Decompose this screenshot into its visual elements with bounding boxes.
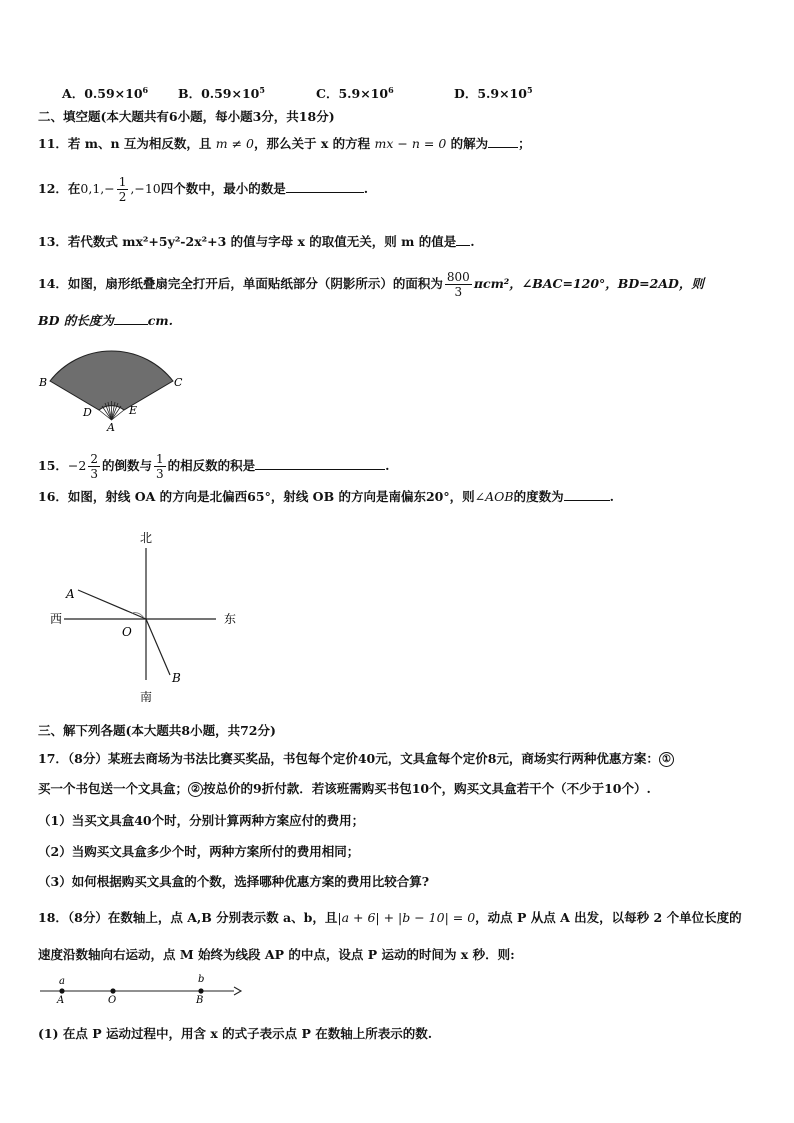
question-17-line2: 买一个书包送一个文具盒； ② 按总价的9折付款．若该班需购买书包10个，购买文具盒若干个（不少于10个）. (38, 781, 651, 796)
question-14-line2: BD 的长度为 cm. (38, 313, 173, 328)
number-line-figure (36, 970, 246, 1004)
question-15: 15．−2 $\frac{2}{3}$ 的倒数与 $\frac{1}{3}$ 的相反数的积是 . (38, 452, 390, 481)
label-a-upper: A (57, 995, 65, 1006)
north-label: 北 (140, 531, 153, 545)
east-label: 东 (224, 612, 237, 626)
compass-figure (40, 528, 250, 704)
answer-blank[interactable] (255, 457, 385, 470)
question-13: 13．若代数式 mx²+5y²-2x²+3 的值与字母 x 的取值无关，则 m 的值是 . (38, 234, 475, 249)
point-o-label: O (122, 625, 132, 639)
option-d: D．$5.9\times 10^5$ (454, 84, 533, 101)
label-b-lower: b (198, 974, 205, 985)
fan-label-b: B (39, 376, 48, 389)
question-16: 16．如图，射线 OA 的方向是北偏西65°，射线 OB 的方向是南偏东20°，则∠AOB的度数为 . (38, 489, 614, 504)
question-11: 11．若 m、n 互为相反数，且 m ≠ 0，那么关于 x 的方程 mx − n = 0 的解为 ； (38, 136, 531, 151)
option-c: C．$5.9\times 10^6$ (316, 84, 394, 101)
question-17-part1: （1）当买文具盒40个时，分别计算两种方案应付的费用； (38, 813, 365, 828)
circled-two: ② (188, 782, 203, 797)
option-a: A．$0.59\times 10^6$ (62, 84, 149, 101)
question-17-line1: 17．（8分）某班去商场为书法比赛买奖品，书包每个定价40元，文具盒每个定价8元，商场实行两种优惠方案： ① (38, 750, 674, 768)
question-18-part1: (1) 在点 P 运动过程中，用含 x 的式子表示点 P 在数轴上所表示的数. (38, 1026, 433, 1041)
answer-blank[interactable] (456, 233, 470, 246)
west-label: 西 (50, 612, 63, 626)
fan-figure (36, 336, 196, 432)
question-18-line1: 18．（8分）在数轴上，点 A,B 分别表示数 a、b，且|a + 6| + |b − 10| = 0，动点 P 从点 A 出发，以每秒 2 个单位长度的 (38, 910, 742, 925)
section-2-heading: 二、填空题(本大题共有6小题，每小题3分，共18分) (38, 109, 335, 124)
question-17-part3: （3）如何根据购买文具盒的个数，选择哪种优惠方案的费用比较合算? (38, 874, 430, 889)
option-b: B．$0.59\times 10^5$ (178, 84, 265, 101)
answer-blank[interactable] (488, 135, 518, 148)
point-b-label: B (172, 671, 181, 685)
label-a-lower: a (59, 976, 65, 987)
answer-blank[interactable] (114, 312, 148, 325)
fan-label-a: A (107, 421, 115, 434)
point-b-dot (198, 988, 203, 993)
question-18-line2: 速度沿数轴向右运动，点 M 始终为线段 AP 的中点，设点 P 运动的时间为 x 秒．则: (38, 947, 515, 962)
label-b-upper: B (196, 995, 204, 1006)
south-label: 南 (140, 690, 153, 704)
answer-blank[interactable] (286, 180, 364, 193)
point-a-label: A (66, 587, 75, 601)
answer-blank[interactable] (564, 488, 610, 501)
question-17-part2: （2）当购买文具盒多少个时，两种方案所付的费用相同； (38, 844, 360, 859)
circled-one: ① (659, 752, 674, 767)
question-14: 14．如图，扇形纸叠扇完全打开后，单面贴纸部分（阴影所示）的面积为 $\frac{800}{3}$ πcm²，∠BAC=120°，BD=2AD，则 (38, 270, 704, 299)
question-12: 12．在0,1,− $\frac{1}{2}$ ,−10四个数中，最小的数是 . (38, 175, 369, 204)
label-o: O (108, 995, 117, 1006)
fan-label-d: D (83, 406, 92, 419)
point-o-dot (110, 988, 115, 993)
fan-label-e: E (129, 404, 138, 417)
section-3-heading: 三、解下列各题(本大题共8小题，共72分) (38, 723, 276, 738)
fan-label-c: C (174, 376, 183, 389)
point-a-dot (59, 988, 64, 993)
